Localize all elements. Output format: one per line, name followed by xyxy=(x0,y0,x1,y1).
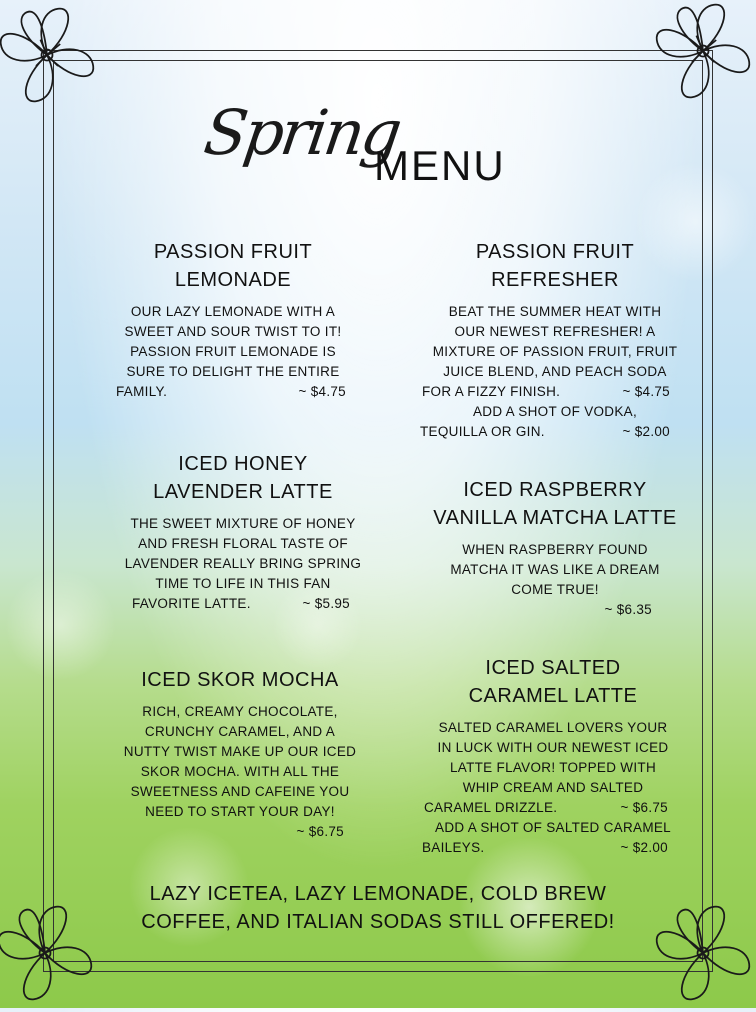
menu-item-passion-fruit-refresher xyxy=(410,238,700,442)
item-price: ~ $4.75 xyxy=(622,384,670,399)
page-title: MENU xyxy=(374,142,506,189)
item-description: WHEN RASPBERRY FOUND MATCHA IT WAS LIKE A DREAM COME TRUE! xyxy=(450,542,660,597)
footer-note: LAZY ICETEA, LAZY LEMONADE, COLD BREW COFFEE, AND ITALIAN SODAS STILL OFFERED! xyxy=(141,883,615,933)
item-description: OUR LAZY LEMONADE WITH A SWEET AND SOUR TWIST TO IT! PASSION FRUIT LEMONADE IS SURE TO DELIGHT THE ENTIRE xyxy=(124,304,342,379)
menu-item-iced-raspberry-vanilla-matcha-latte xyxy=(418,476,692,620)
item-price: ~ $6.35 xyxy=(604,602,652,617)
item-description: THE SWEET MIXTURE OF HONEY AND FRESH FLORAL TASTE OF LAVENDER REALLY BRING SPRING TIME TO LIFE IN THIS FAN xyxy=(124,516,362,591)
flower-icon xyxy=(648,0,756,106)
item-description-end: FAVORITE LATTE. xyxy=(132,596,251,611)
item-name: ICED SKOR MOCHA xyxy=(141,669,339,691)
menu-item-iced-skor-mocha xyxy=(108,666,372,842)
item-description-end: FAMILY. xyxy=(116,384,168,399)
item-description: SALTED CARAMEL LOVERS YOUR IN LUCK WITH OUR NEWEST ICED LATTE FLAVOR! TOPPED WITH WHIP CREAM AND SALTED xyxy=(437,720,669,795)
item-description-end: CARAMEL DRIZZLE. xyxy=(424,800,558,815)
menu-item-passion-fruit-lemonade xyxy=(108,238,358,402)
item-name: PASSION FRUIT LEMONADE xyxy=(153,241,313,291)
item-description: RICH, CREAMY CHOCOLATE, CRUNCHY CARAMEL, AND A NUTTY TWIST MAKE UP OUR ICED SKOR MOCHA. WITH ALL THE SWEETNESS AND CAFEINE YOU NEED TO START YOUR DAY! xyxy=(123,704,357,819)
item-name: ICED RASPBERRY VANILLA MATCHA LATTE xyxy=(433,479,677,529)
item-addon: ADD A SHOT OF VODKA, xyxy=(472,404,638,419)
title-script: Spring xyxy=(199,96,404,169)
item-description-end: FOR A FIZZY FINISH. xyxy=(422,384,561,399)
item-addon: ADD A SHOT OF SALTED CARAMEL xyxy=(435,820,671,835)
menu-item-iced-salted-caramel-latte xyxy=(408,654,698,858)
item-name: PASSION FRUIT REFRESHER xyxy=(475,241,635,291)
item-addon: BAILEYS. xyxy=(422,840,485,855)
item-addon: TEQUILLA OR GIN. xyxy=(420,424,545,439)
item-description: BEAT THE SUMMER HEAT WITH OUR NEWEST REFRESHER! A MIXTURE OF PASSION FRUIT, FRUIT JUICE BLEND, AND PEACH SODA xyxy=(432,304,678,379)
item-addon-price: ~ $2.00 xyxy=(620,840,668,855)
flower-icon xyxy=(0,898,100,1008)
item-addon-price: ~ $2.00 xyxy=(622,424,670,439)
item-name: ICED SALTED CARAMEL LATTE xyxy=(468,657,638,707)
item-price: ~ $6.75 xyxy=(620,800,668,815)
item-name: ICED HONEY LAVENDER LATTE xyxy=(153,453,333,503)
item-price: ~ $4.75 xyxy=(298,384,346,399)
item-price: ~ $5.95 xyxy=(302,596,350,611)
menu-item-iced-honey-lavender-latte xyxy=(108,450,378,614)
item-price: ~ $6.75 xyxy=(296,824,344,839)
flower-icon xyxy=(0,0,102,110)
